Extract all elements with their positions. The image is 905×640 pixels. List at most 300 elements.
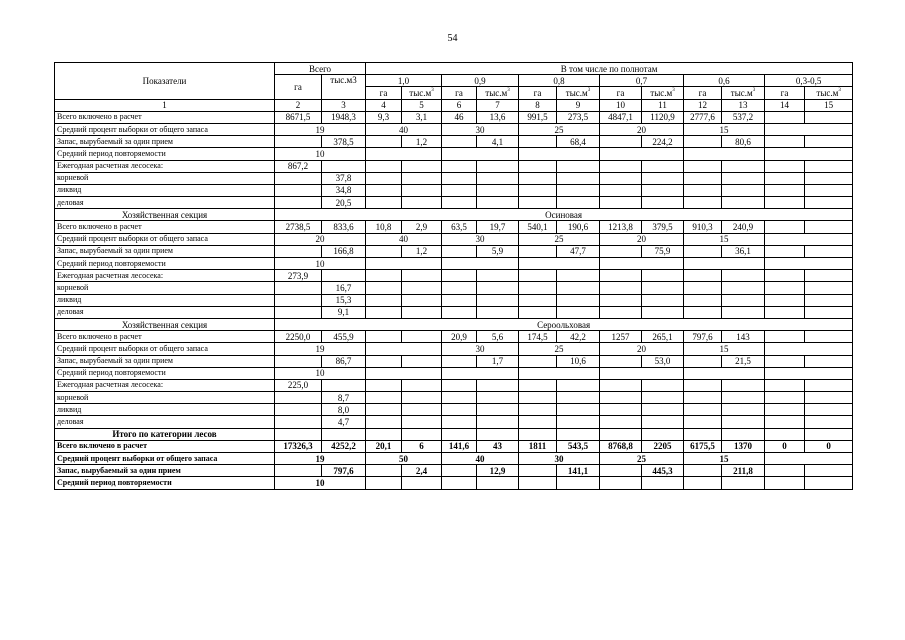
table-cell [765,306,805,318]
table-cell [275,282,322,294]
row-label: Средний период повторяемости [55,258,275,270]
table-cell [642,416,684,428]
table-row [55,270,853,282]
table-cell: 991,5 [519,111,557,123]
table-cell [805,282,853,294]
table-cell: 80,6 [722,136,765,148]
merged-density-cell: 15 [684,233,765,245]
table-cell [402,416,442,428]
column-number: 13 [722,99,765,111]
table-cell [322,428,366,440]
table-cell: 8671,5 [275,111,322,123]
table-cell: 2,9 [402,221,442,233]
table-cell [684,306,722,318]
table-cell [442,184,477,196]
merged-density-cell: 25 [519,343,600,355]
row-label: Средний период повторяемости [55,148,275,160]
table-cell [722,160,765,172]
table-cell: 0 [765,440,805,452]
table-cell [477,379,519,391]
table-row [55,416,853,428]
table-cell [519,197,557,209]
table-cell [765,355,805,367]
table-cell: 379,5 [642,221,684,233]
table-cell [765,282,805,294]
table-row [55,465,853,477]
table-cell: 4252,2 [322,440,366,452]
table-cell: 4,7 [322,416,366,428]
table-cell [557,270,600,282]
merged-density-cell: 30 [442,343,519,355]
unit-volume-header [642,87,684,99]
table-cell [600,160,642,172]
table-cell: 12,9 [477,465,519,477]
table-cell [642,270,684,282]
table-cell [366,379,402,391]
table-row [55,184,853,196]
table-cell [642,160,684,172]
table-cell [805,270,853,282]
table-cell [600,392,642,404]
table-row [55,453,853,465]
table-cell [442,392,477,404]
row-label: Запас, вырубаемый за один прием [55,136,275,148]
table-cell [557,184,600,196]
table-cell: 20,5 [322,197,366,209]
unit-volume-header [477,87,519,99]
table-cell [275,428,322,440]
merged-total-cell: 20 [275,233,366,245]
table-cell [684,416,722,428]
table-cell: 378,5 [322,136,366,148]
table-cell [477,294,519,306]
table-cell [805,465,853,477]
table-cell [366,404,402,416]
row-label: Всего включено в расчет [55,440,275,452]
table-cell [600,245,642,257]
merged-density-cell [765,367,853,379]
table-cell [519,428,557,440]
table-cell [519,477,557,489]
table-row [55,233,853,245]
density-group-header: В том числе по полнотам [366,63,853,75]
table-cell [442,416,477,428]
table-cell [684,392,722,404]
table-cell [477,477,519,489]
table-cell [402,477,442,489]
column-number: 4 [366,99,402,111]
table-cell: 10,8 [366,221,402,233]
table-cell [366,392,402,404]
row-label: деловая [55,197,275,209]
table-cell [442,245,477,257]
table-cell: 46 [442,111,477,123]
table-row [55,318,853,330]
table-cell [477,160,519,172]
table-cell [600,379,642,391]
table-cell [402,160,442,172]
table-cell [442,294,477,306]
table-cell: 1,7 [477,355,519,367]
table-cell: 37,8 [322,172,366,184]
unit-ha-header: га [366,87,402,99]
table-cell [765,294,805,306]
table-cell [275,306,322,318]
table-cell [275,136,322,148]
table-cell [322,270,366,282]
table-cell [557,294,600,306]
table-cell [519,294,557,306]
table-cell [642,197,684,209]
table-cell: 20,9 [442,331,477,343]
column-number: 10 [600,99,642,111]
table-cell [442,172,477,184]
table-cell [519,465,557,477]
density-header: 0,8 [519,75,600,87]
table-cell: 190,6 [557,221,600,233]
unit-volume-text: тыс.м [650,87,673,98]
table-cell [557,197,600,209]
merged-density-cell [442,258,519,270]
unit-volume-header [557,87,600,99]
column-number: 3 [322,99,366,111]
table-cell [600,416,642,428]
merged-density-cell: 20 [600,123,684,135]
table-cell: 15,3 [322,294,366,306]
table-row [55,294,853,306]
table-cell [442,270,477,282]
table-cell: 53,0 [642,355,684,367]
table-cell [684,136,722,148]
table-cell [805,294,853,306]
table-cell: 68,4 [557,136,600,148]
merged-density-cell [366,367,442,379]
table-cell [519,379,557,391]
table-cell [642,404,684,416]
table-cell [805,404,853,416]
merged-density-cell [366,148,442,160]
table-cell [805,160,853,172]
merged-density-cell [519,148,600,160]
merged-density-cell: 15 [684,453,765,465]
table-cell [442,136,477,148]
table-cell [684,270,722,282]
table-cell [442,477,477,489]
table-cell [442,306,477,318]
table-cell [684,282,722,294]
table-cell: 9,3 [366,111,402,123]
table-cell [600,136,642,148]
row-label: Ежегодная расчетная лесосека: [55,379,275,391]
table-cell: 8768,8 [600,440,642,452]
table-cell [275,294,322,306]
table-cell [519,416,557,428]
row-label: Ежегодная расчетная лесосека: [55,160,275,172]
table-cell [684,428,722,440]
table-cell: 797,6 [684,331,722,343]
table-cell [402,172,442,184]
unit-ha-header: га [600,87,642,99]
table-cell [600,184,642,196]
merged-density-cell [519,258,600,270]
total-ha-header: га [275,75,322,99]
table-cell [600,270,642,282]
table-row [55,367,853,379]
table-cell: 75,9 [642,245,684,257]
table-row [55,197,853,209]
table-cell: 42,2 [557,331,600,343]
column-number: 9 [557,99,600,111]
table-cell [366,477,402,489]
table-row [55,379,853,391]
merged-density-cell: 25 [519,123,600,135]
table-row [55,428,853,440]
header-row-1 [55,63,853,75]
table-cell [765,245,805,257]
table-cell: 8,0 [322,404,366,416]
table-cell [642,172,684,184]
table-cell [722,172,765,184]
table-cell [600,294,642,306]
row-label: Запас, вырубаемый за один прием [55,245,275,257]
table-cell [642,477,684,489]
merged-density-cell: 30 [442,233,519,245]
table-row [55,306,853,318]
table-cell: 1120,9 [642,111,684,123]
table-cell [275,172,322,184]
table-row [55,477,853,489]
table-cell [557,379,600,391]
table-cell [805,379,853,391]
table-cell [366,160,402,172]
merged-total-cell: 10 [275,258,366,270]
table-cell [519,245,557,257]
table-cell [402,331,442,343]
unit-volume-text: тыс.м [730,87,753,98]
merged-total-cell: 10 [275,477,366,489]
table-cell [519,184,557,196]
merged-density-cell [442,148,519,160]
row-label: Средний период повторяемости [55,367,275,379]
table-cell [765,136,805,148]
unit-ha-header: га [442,87,477,99]
table-cell [275,392,322,404]
table-cell [477,197,519,209]
table-cell [275,465,322,477]
table-cell [765,477,805,489]
table-cell [557,282,600,294]
table-cell [557,404,600,416]
table-cell [722,428,765,440]
table-cell [442,379,477,391]
table-row [55,355,853,367]
row-label: Средний процент выборки от общего запаса [55,343,275,355]
table-cell: 445,3 [642,465,684,477]
merged-density-cell: 30 [442,123,519,135]
row-label: Запас, вырубаемый за один прием [55,355,275,367]
table-cell [765,428,805,440]
table-cell [642,184,684,196]
table-row [55,221,853,233]
table-cell [557,160,600,172]
table-cell [765,331,805,343]
row-label: Средний процент выборки от общего запаса [55,233,275,245]
table-row [55,136,853,148]
table-cell: 63,5 [442,221,477,233]
table-cell [722,282,765,294]
table-cell [684,197,722,209]
table-cell [477,282,519,294]
table-cell [519,282,557,294]
table-row [55,160,853,172]
table-cell [519,172,557,184]
table-cell [366,355,402,367]
unit-volume-header [402,87,442,99]
table-cell: 4,1 [477,136,519,148]
table-cell [805,184,853,196]
table-cell: 8,7 [322,392,366,404]
table-cell: 2205 [642,440,684,452]
table-cell [805,172,853,184]
table-cell: 910,3 [684,221,722,233]
table-cell: 273,5 [557,111,600,123]
table-cell: 224,2 [642,136,684,148]
table-cell [275,416,322,428]
table-cell [722,392,765,404]
row-label: Средний процент выборки от общего запаса [55,123,275,135]
table-cell [519,355,557,367]
table-cell [442,355,477,367]
unit-volume-text: тыс.м [565,87,588,98]
table-cell: 543,5 [557,440,600,452]
table-cell: 86,7 [322,355,366,367]
merged-density-cell: 30 [519,453,600,465]
table-cell: 540,1 [519,221,557,233]
table-cell [366,245,402,257]
table-cell: 19,7 [477,221,519,233]
merged-density-cell [765,148,853,160]
table-cell [402,197,442,209]
table-cell [722,416,765,428]
table-cell [684,160,722,172]
table-cell [402,379,442,391]
table-cell [684,172,722,184]
table-cell [519,136,557,148]
table-cell: 2777,6 [684,111,722,123]
merged-density-cell [765,453,853,465]
merged-total-cell: 19 [275,123,366,135]
unit-volume-superscript: 3 [587,87,591,93]
table-cell [402,404,442,416]
total-header: Всего [275,63,366,75]
merged-density-cell [765,343,853,355]
section-name: Осиновая [275,209,853,221]
density-header: 0,9 [442,75,519,87]
table-cell [722,197,765,209]
column-number: 6 [442,99,477,111]
table-row [55,209,853,221]
table-cell: 141,6 [442,440,477,452]
table-row [55,331,853,343]
table-cell [477,404,519,416]
table-cell [684,294,722,306]
table-cell: 43 [477,440,519,452]
table-cell [402,428,442,440]
table-cell [765,197,805,209]
table-cell: 34,8 [322,184,366,196]
page-number: 54 [447,33,458,44]
table-cell [442,404,477,416]
table-cell [366,428,402,440]
merged-density-cell: 40 [366,123,442,135]
table-cell: 36,1 [722,245,765,257]
table-cell [805,392,853,404]
table-cell [600,477,642,489]
table-cell [765,111,805,123]
table-cell [765,221,805,233]
merged-density-cell [684,148,765,160]
table-cell [366,270,402,282]
table-cell [402,184,442,196]
table-cell: 6 [402,440,442,452]
table-cell [275,197,322,209]
table-cell: 225,0 [275,379,322,391]
table-cell [402,270,442,282]
table-cell [366,331,402,343]
table-cell [322,160,366,172]
table-cell [275,355,322,367]
table-row [55,172,853,184]
table-cell: 1370 [722,440,765,452]
table-cell [642,306,684,318]
table-cell [402,282,442,294]
table-cell [600,465,642,477]
table-cell [442,465,477,477]
merged-density-cell: 25 [519,233,600,245]
merged-density-cell [765,233,853,245]
table-cell [684,465,722,477]
table-cell: 1,2 [402,245,442,257]
table-cell [275,184,322,196]
table-cell [642,379,684,391]
table-cell [642,294,684,306]
table-cell [477,306,519,318]
table-cell [765,172,805,184]
table-cell: 867,2 [275,160,322,172]
row-label: Всего включено в расчет [55,221,275,233]
table-cell [642,428,684,440]
row-label: Всего включено в расчет [55,331,275,343]
merged-density-cell [442,367,519,379]
table-cell [442,197,477,209]
table-cell [805,197,853,209]
table-row [55,258,853,270]
table-cell [519,392,557,404]
table-cell [765,184,805,196]
column-number: 7 [477,99,519,111]
table-cell [519,270,557,282]
table-cell [477,392,519,404]
density-header: 0,3-0,5 [765,75,853,87]
table-cell: 20,1 [366,440,402,452]
table-cell: 9,1 [322,306,366,318]
column-number: 15 [805,99,853,111]
merged-density-cell: 15 [684,343,765,355]
table-cell: 17326,3 [275,440,322,452]
table-cell: 1811 [519,440,557,452]
table-cell: 5,9 [477,245,519,257]
row-label: Запас, вырубаемый за один прием [55,465,275,477]
